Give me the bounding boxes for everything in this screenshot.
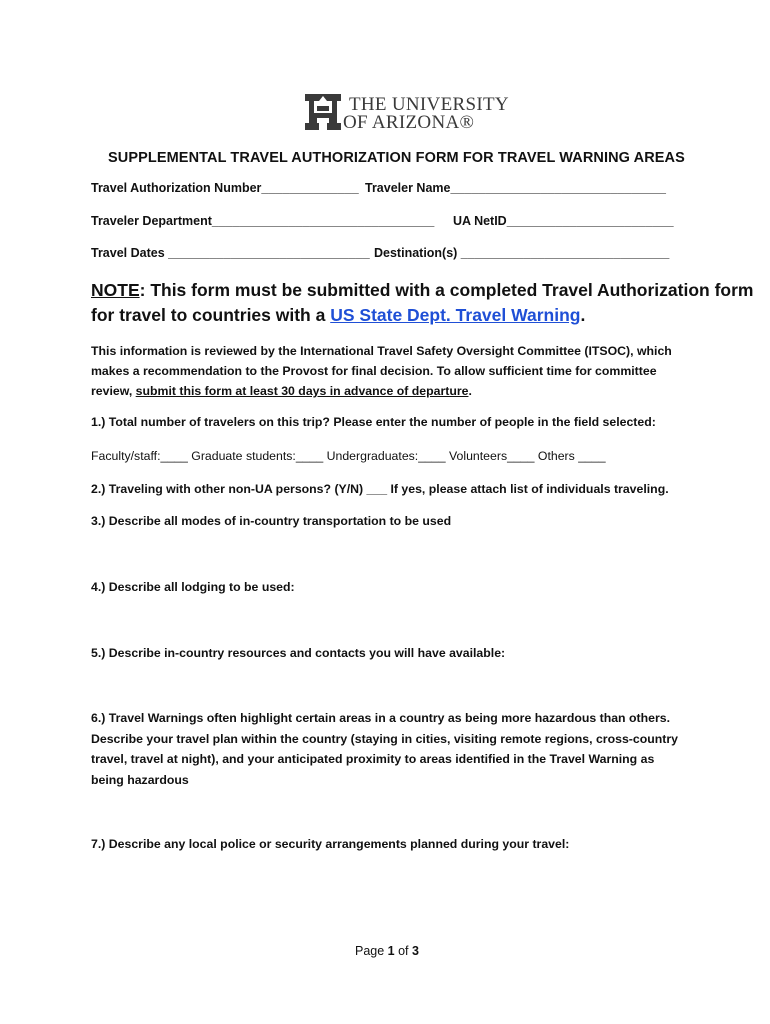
total-pages: 3 bbox=[412, 944, 419, 958]
note-line-2 bbox=[91, 305, 585, 326]
ua-netid-field[interactable]: UA NetID________________________ bbox=[453, 214, 674, 228]
form-title: SUPPLEMENTAL TRAVEL AUTHORIZATION FORM FOR TRAVEL WARNING AREAS bbox=[108, 150, 685, 166]
note-prefix: NOTE bbox=[91, 280, 140, 300]
intro-deadline: submit this form at least 30 days in advance of departure bbox=[135, 384, 469, 398]
block-a-icon bbox=[303, 92, 343, 132]
question-1: 1.) Total number of travelers on this trip? Please enter the number of people in the field selected: bbox=[91, 415, 656, 429]
note-line-2-text: for travel to countries with a bbox=[91, 305, 331, 325]
page-number bbox=[355, 944, 419, 958]
travel-authorization-number-field[interactable]: Travel Authorization Number______________ bbox=[91, 181, 359, 195]
question-6-line-2: Describe your travel plan within the country (staying in cities, visiting remote regions, cross-country bbox=[91, 732, 678, 746]
question-6-line-4: being hazardous bbox=[91, 773, 189, 787]
question-4: 4.) Describe all lodging to be used: bbox=[91, 580, 295, 594]
page-word: Page bbox=[355, 944, 388, 958]
travel-warning-link[interactable]: US State Dept. Travel Warning bbox=[330, 305, 581, 325]
note-line-1 bbox=[91, 280, 753, 301]
destinations-field[interactable]: Destination(s) ______________________________ bbox=[374, 246, 670, 260]
question-2[interactable]: 2.) Traveling with other non-UA persons? (Y/N) ___ If yes, please attach list of individuals traveling. bbox=[91, 482, 669, 496]
intro-line-1: This information is reviewed by the International Travel Safety Oversight Committee (ITSOC), which bbox=[91, 344, 672, 358]
question-5: 5.) Describe in-country resources and contacts you will have available: bbox=[91, 646, 506, 660]
current-page: 1 bbox=[387, 944, 395, 958]
university-logo bbox=[303, 92, 509, 134]
question-3: 3.) Describe all modes of in-country transportation to be used bbox=[91, 514, 452, 528]
question-6-line-1: 6.) Travel Warnings often highlight certain areas in a country as being more hazardous than others. bbox=[91, 711, 670, 725]
travel-dates-field[interactable]: Travel Dates _____________________________ bbox=[91, 246, 370, 260]
question-1-traveler-counts[interactable]: Faculty/staff:____ Graduate students:____ Undergraduates:____ Volunteers____ Others ____ bbox=[91, 449, 606, 463]
note-line-2-end: . bbox=[580, 305, 586, 325]
logo-line-2: OF ARIZONA® bbox=[343, 112, 475, 133]
traveler-department-field[interactable]: Traveler Department________________________________ bbox=[91, 214, 435, 228]
intro-line-2: makes a recommendation to the Provost for final decision. To allow sufficient time for committee bbox=[91, 364, 657, 378]
question-6-line-3: travel, travel at night), and your anticipated proximity to areas identified in the Travel Warning as bbox=[91, 752, 655, 766]
logo-line-1: THE UNIVERSITY bbox=[349, 94, 509, 115]
traveler-name-field[interactable]: Traveler Name_______________________________ bbox=[365, 181, 666, 195]
of-word: of bbox=[394, 944, 412, 958]
intro-line-3-end: . bbox=[468, 384, 472, 398]
intro-line-3-start: review, bbox=[91, 384, 136, 398]
intro-line-3 bbox=[91, 382, 472, 402]
note-line-1-text: : This form must be submitted with a completed Travel Authorization form bbox=[139, 280, 754, 300]
question-7: 7.) Describe any local police or security arrangements planned during your travel: bbox=[91, 837, 570, 851]
